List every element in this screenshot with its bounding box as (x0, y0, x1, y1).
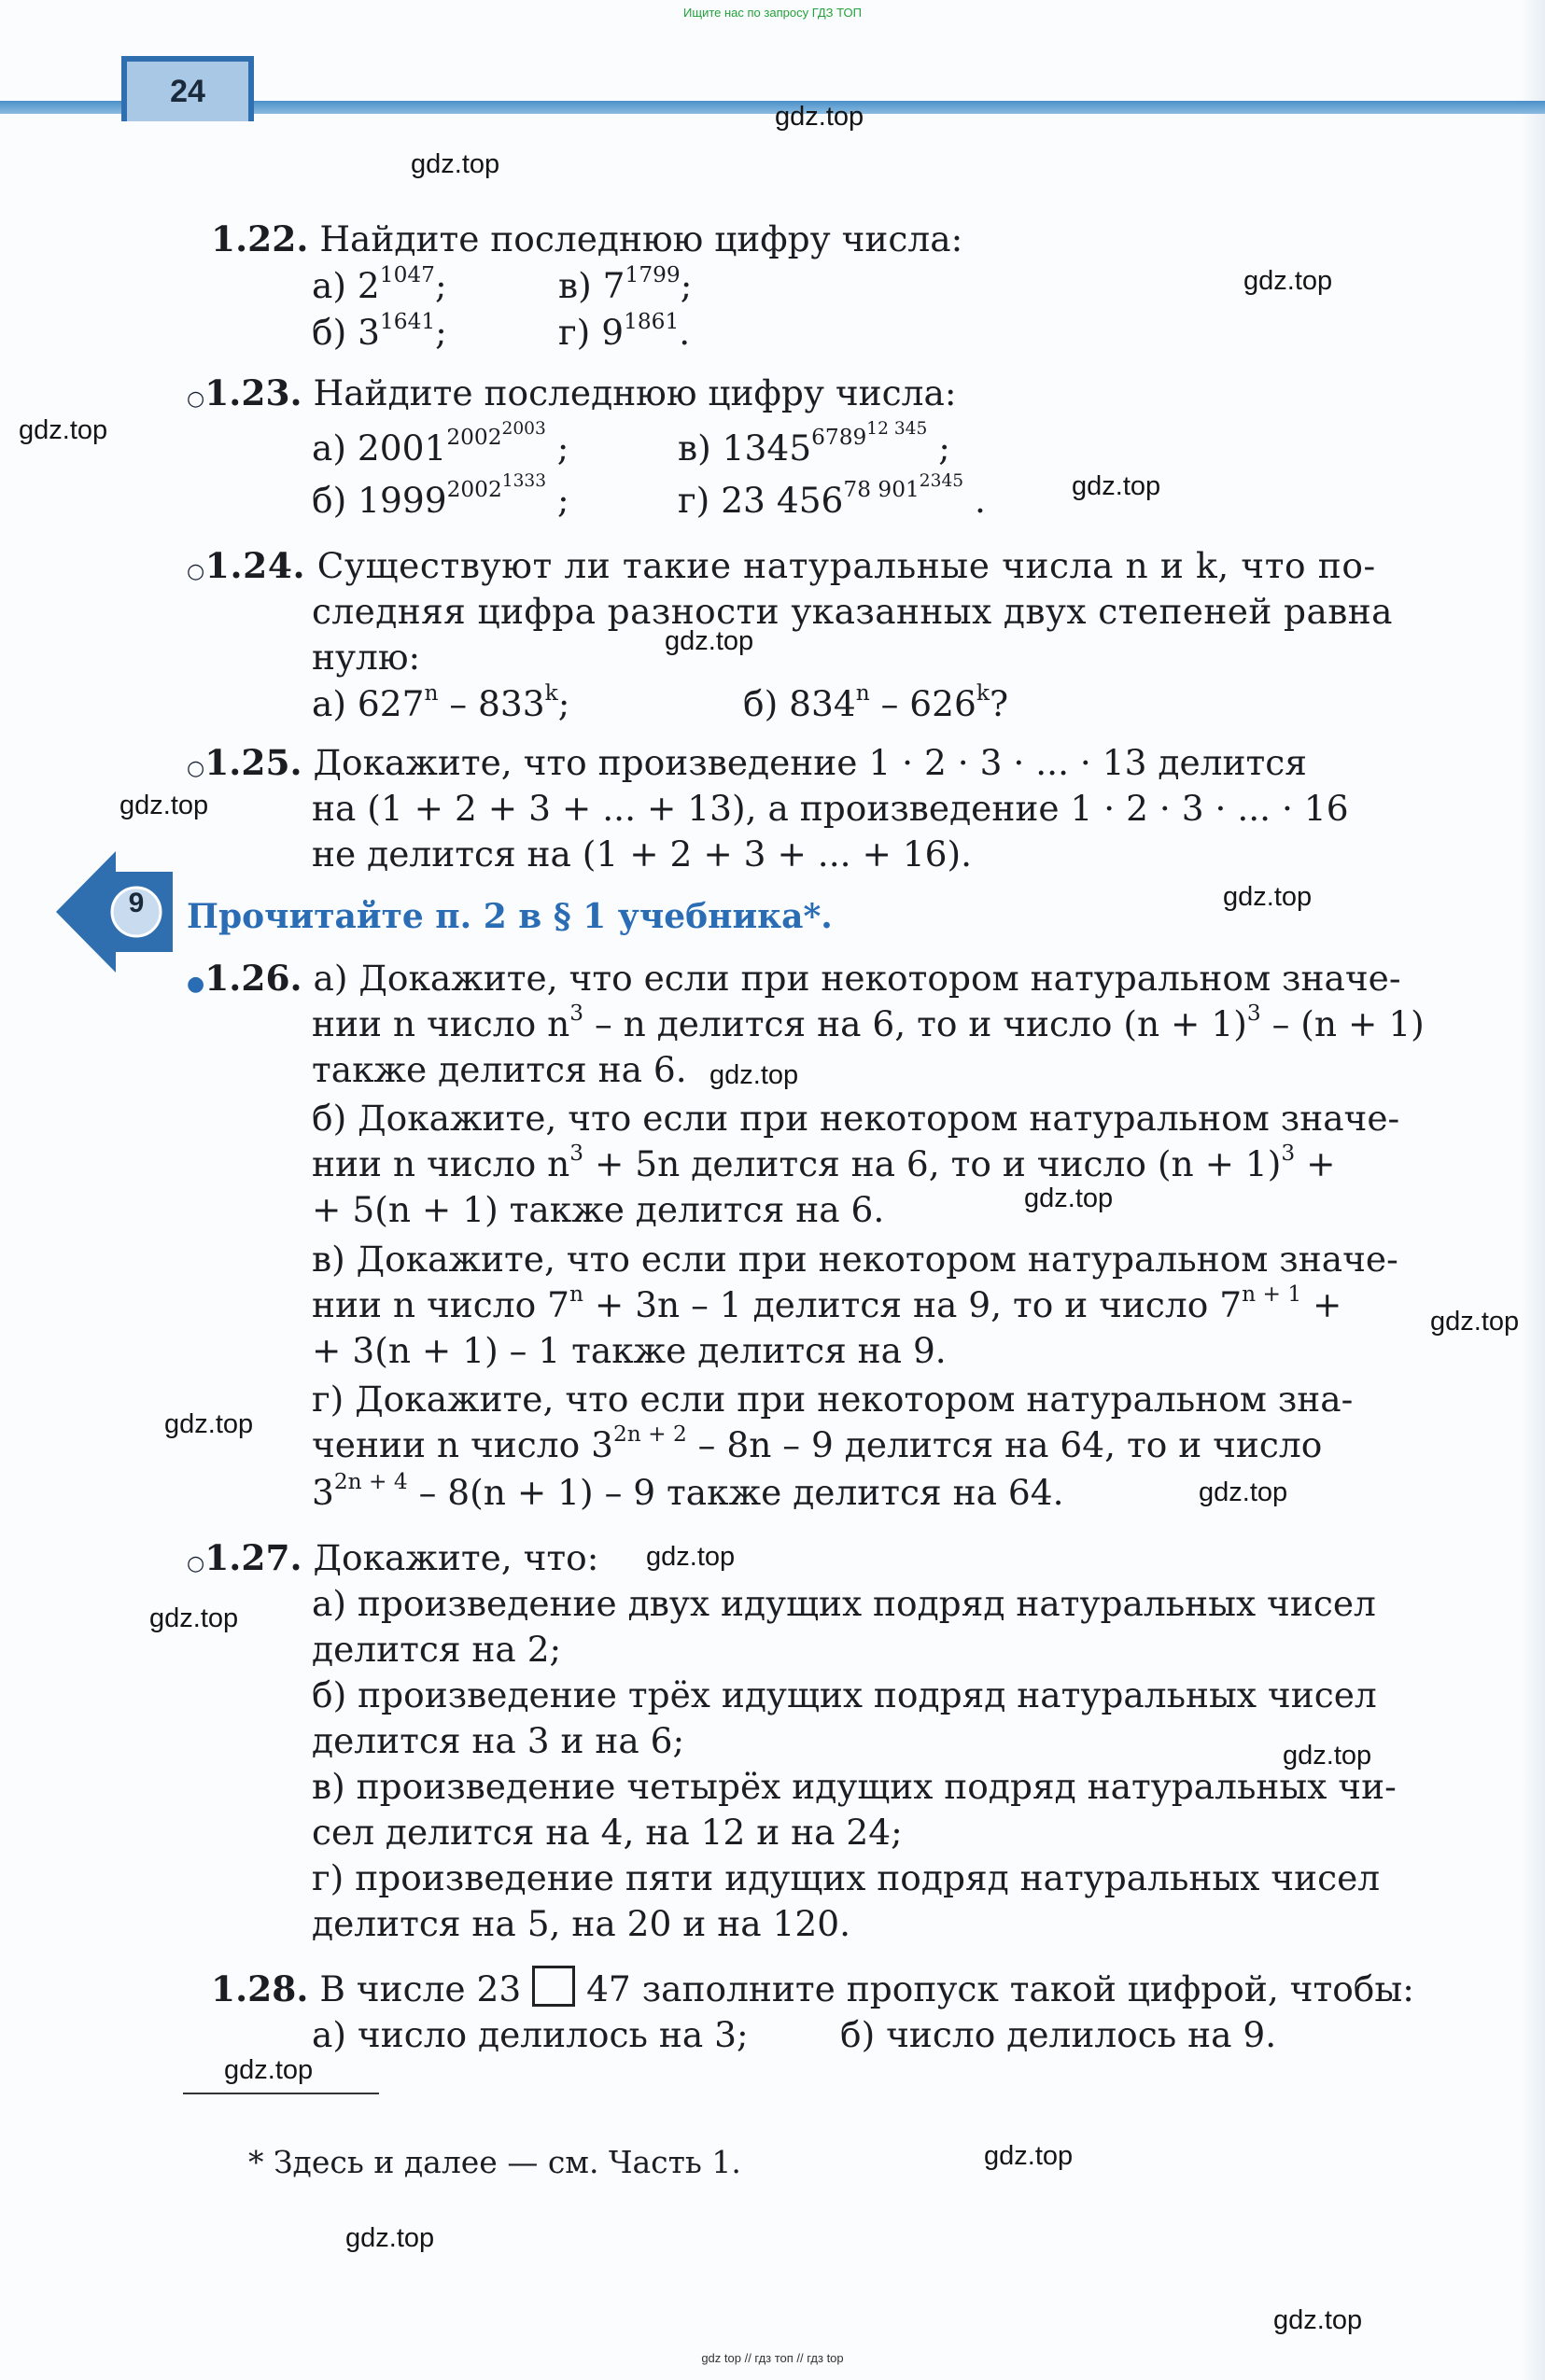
problem-1-27-g-line1: г) произведение пяти идущих подряд натуральных чисел (312, 1857, 1381, 1898)
problem-1-28-line1: 1.28. В числе 23 47 заполните пропуск такой цифрой, чтобы: (211, 1966, 1414, 2012)
watermark: gdz.top (709, 1060, 799, 1090)
bottom-note: gdz top // гдз топ // гдз top (701, 2351, 844, 2365)
problem-1-27-a-line1: а) произведение двух идущих подряд натуральных чисел (312, 1583, 1376, 1624)
problem-1-26-g-line3: $3^{2n + 4} - 8(n + 1) - 9$ также делится на 64. (312, 1468, 1064, 1513)
problem-1-26-b-line3: + 5(n + 1) также делится на 6. (312, 1189, 885, 1230)
optional-circle-icon: ○ (187, 1552, 205, 1575)
problem-1-22-a: а) $2^{1047}$; (312, 261, 447, 306)
problem-1-24-a: а) 627$^n$ – 833$^k$; (312, 679, 570, 724)
watermark: gdz.top (1273, 2305, 1363, 2335)
problem-1-22-v: в) $7^{1799}$; (558, 261, 693, 306)
section-heading: Прочитайте п. 2 в § 1 учебника*. (187, 897, 833, 936)
optional-circle-icon: ○ (187, 757, 205, 780)
watermark: gdz.top (149, 1603, 239, 1633)
footnote: * Здесь и далее — см. Часть 1. (248, 2144, 741, 2180)
problem-1-26-b-line2: нии n число $n^3 + 5n$ делится на 6, то и число $(n + 1)^3$ + (312, 1140, 1336, 1184)
problem-1-24-line1: ○1.24. Существуют ли такие натуральные числа n и k, что по- (187, 545, 1376, 586)
watermark: gdz.top (775, 102, 864, 132)
optional-circle-icon: ○ (187, 387, 205, 411)
problem-1-27-b-line2: делится на 3 и на 6; (312, 1720, 685, 1761)
section-marker (56, 851, 173, 973)
problem-1-27-v-line1: в) произведение четырёх идущих подряд натуральных чи- (312, 1766, 1397, 1807)
watermark: gdz.top (1430, 1307, 1520, 1337)
watermark: gdz.top (224, 2055, 314, 2085)
problem-1-26-v-line1: в) Докажите, что если при некотором натуральном значе- (312, 1239, 1398, 1280)
watermark: gdz.top (1072, 471, 1161, 501)
watermark: gdz.top (19, 415, 108, 445)
watermark: gdz.top (1283, 1741, 1372, 1771)
page-number: 24 (121, 56, 254, 121)
problem-1-26-v-line3: + 3(n + 1) – 1 также делится на 9. (312, 1330, 947, 1371)
bullet-dot-icon: ● (187, 973, 205, 996)
problem-1-27-g-line2: делится на 5, на 20 и на 120. (312, 1903, 850, 1944)
problem-1-27-b-line1: б) произведение трёх идущих подряд натуральных чисел (312, 1674, 1377, 1715)
problem-1-26-a-line2: нии n число $n^3$ – n делится на 6, то и число $(n + 1)^3 - (n + 1)$ (312, 1000, 1425, 1044)
problem-1-25-line2: на (1 + 2 + 3 + ... + 13), а произведение 1 · 2 · 3 · ... · 16 (312, 788, 1349, 829)
watermark: gdz.top (1199, 1477, 1288, 1507)
watermark: gdz.top (646, 1542, 736, 1572)
problem-1-24-line3: нулю: (312, 637, 421, 678)
problem-1-26-g-line1: г) Докажите, что если при некотором натуральном зна- (312, 1379, 1354, 1420)
problem-1-26-a-line3: также делится на 6. (312, 1049, 687, 1090)
section-number: 9 (128, 888, 145, 918)
footnote-divider (183, 2093, 379, 2094)
problem-1-27-title: ○1.27. Докажите, что: (187, 1537, 599, 1578)
page-edge-shade (1521, 0, 1545, 2380)
problem-1-25-line3: не делится на (1 + 2 + 3 + ... + 16). (312, 833, 973, 875)
problem-1-27-v-line2: сел делится на 4, на 12 и на 24; (312, 1812, 903, 1853)
problem-1-26-g-line2: чении n число $3^{2n + 2} - 8n - 9$ делится на 64, то и число (312, 1421, 1323, 1465)
problem-1-23-a: а) $2001^{2002^{2003}}$ ; (312, 419, 569, 469)
watermark: gdz.top (665, 626, 754, 656)
problem-1-26-v-line2: нии n число $7^n + 3n - 1$ делится на 9, то и число $7^{n + 1}$ + (312, 1281, 1342, 1325)
problem-1-26-b-line1: б) Докажите, что если при некотором натуральном значе- (312, 1098, 1400, 1139)
blank-digit-box (532, 1966, 575, 2007)
problem-1-22-g: г) $9^{1861}$. (558, 308, 691, 353)
problem-1-23-title: ○1.23. Найдите последнюю цифру числа: (187, 372, 957, 413)
problem-1-24-b: б) 834$^n$ – 626$^k$? (743, 679, 1009, 724)
watermark: gdz.top (1024, 1183, 1114, 1213)
optional-circle-icon: ○ (187, 560, 205, 583)
left-arrow-icon (56, 851, 173, 973)
watermark: gdz.top (411, 149, 500, 179)
problem-1-25-line1: ○1.25. Докажите, что произведение 1 · 2 · 3 · ... · 13 делится (187, 742, 1307, 783)
watermark: gdz.top (984, 2141, 1074, 2171)
problem-1-22-title: 1.22. Найдите последнюю цифру числа: (211, 218, 963, 259)
problem-1-22-b: б) $3^{1641}$; (312, 308, 447, 353)
problem-1-23-b: б) $1999^{2002^{1333}}$ ; (312, 471, 569, 521)
watermark: gdz.top (1223, 882, 1313, 912)
problem-1-23-g: г) 23 $456^{78 901^{2345}}$ . (678, 471, 986, 521)
watermark: gdz.top (119, 791, 209, 820)
problem-1-26-a-line1: ●1.26. а) Докажите, что если при некотором натуральном значе- (187, 958, 1401, 999)
watermark: gdz.top (1243, 266, 1333, 296)
watermark: gdz.top (164, 1409, 254, 1439)
watermark: gdz.top (345, 2223, 435, 2253)
problem-1-23-v: в) $1345^{6789^{12 345}}$ ; (678, 419, 950, 469)
problem-1-28-a: а) число делилось на 3; (312, 2014, 749, 2055)
problem-1-28-b: б) число делилось на 9. (840, 2014, 1277, 2055)
problem-1-24-line2: следняя цифра разности указанных двух степеней равна (312, 591, 1393, 632)
top-note: Ищите нас по запросу ГДЗ ТОП (683, 6, 862, 20)
problem-1-27-a-line2: делится на 2; (312, 1629, 562, 1670)
